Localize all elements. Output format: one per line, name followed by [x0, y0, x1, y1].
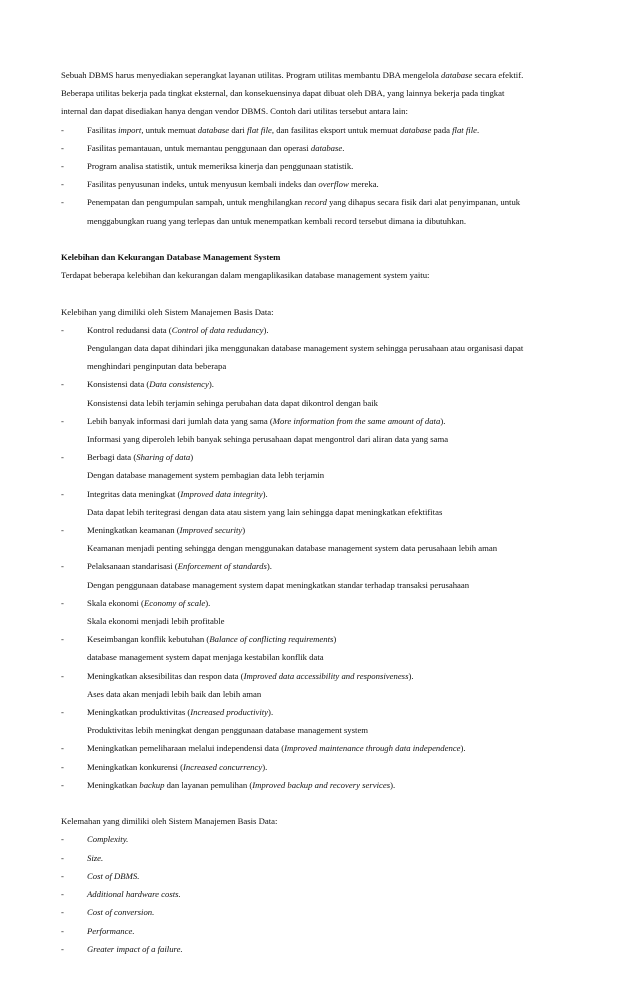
- advantage-item-6: [61, 521, 580, 539]
- advantage-desc-11: Produktivitas lebih meningkat dengan penggunaan database management system: [87, 725, 369, 736]
- italic-term: database: [310, 142, 343, 153]
- italic-term: import: [118, 124, 142, 135]
- text: Keseimbangan konflik kebutuhan (: [87, 634, 210, 645]
- spacer: [61, 284, 580, 302]
- advantage-item-7: [61, 557, 580, 575]
- advantage-desc-7: Dengan penggunaan database management system dapat meningkatkan standar terhadap transaksi perusahaan: [87, 579, 470, 590]
- spacer: [61, 230, 580, 248]
- disadvantage-item: [61, 903, 580, 921]
- italic-term: flat file: [247, 124, 272, 135]
- advantage-desc-5: Data dapat lebih teritegrasi dengan data atau sistem yang lain sehingga dapat meningkatkan efektifitas: [87, 506, 443, 517]
- text: ): [190, 452, 194, 463]
- text: Berbagi data (: [87, 452, 137, 463]
- advantage-desc-8: Skala ekonomi menjadi lebih profitable: [87, 616, 225, 627]
- bullet-dash: -: [61, 870, 64, 881]
- utility-item-4: [61, 175, 580, 193]
- bullet-dash: -: [61, 597, 64, 608]
- text: ).: [262, 488, 268, 499]
- italic-term: Improved security: [179, 525, 243, 536]
- advantage-item-9: [61, 630, 580, 648]
- italic-term: Control of data redudancy: [171, 324, 264, 335]
- advantage-item-5: [61, 485, 580, 503]
- text: Meningkatkan: [87, 779, 140, 790]
- bullet-dash: -: [61, 415, 64, 426]
- text: , dan fasilitas eksport untuk memuat: [271, 124, 400, 135]
- section-heading: Kelebihan dan Kekurangan Database Management System: [61, 252, 281, 263]
- italic-term: backup: [139, 779, 165, 790]
- advantage-desc-4: Dengan database management system pembagian data lebh terjamin: [87, 470, 325, 481]
- bullet-dash: -: [61, 834, 64, 845]
- disadvantage-item: [61, 922, 580, 940]
- text: ).: [263, 324, 269, 335]
- italic-term: Increased productivity: [190, 707, 269, 718]
- bullet-dash: -: [61, 779, 64, 790]
- spacer: [61, 794, 580, 812]
- document-page: [61, 66, 580, 958]
- disadvantage-item: [61, 867, 580, 885]
- text: Program analisa statistik, untuk memeriksa kinerja dan penggunaan statistik.: [87, 161, 354, 172]
- text: Integritas data meningkat (: [87, 488, 181, 499]
- italic-term: Data consistency: [149, 379, 209, 390]
- advantage-item-14: [61, 776, 580, 794]
- text: ).: [390, 779, 396, 790]
- disadvantage-item: [61, 885, 580, 903]
- disadvantages-title: Kelemahan yang dimiliki oleh Sistem Manajemen Basis Data:: [61, 816, 278, 827]
- text: ): [242, 525, 246, 536]
- advantage-item-3: [61, 412, 580, 430]
- bullet-dash: -: [61, 707, 64, 718]
- text: ).: [262, 761, 268, 772]
- text: .: [342, 142, 345, 153]
- italic-term: Size.: [87, 852, 104, 863]
- italic-term: Sharing of data: [136, 452, 191, 463]
- text: Pelaksanaan standarisasi (: [87, 561, 178, 572]
- bullet-dash: -: [61, 561, 64, 572]
- text: dan layanan pemulihan (: [164, 779, 253, 790]
- italic-term: More information from the same amount of data: [272, 415, 441, 426]
- italic-term: Improved data integrity: [180, 488, 263, 499]
- text: dari: [229, 124, 248, 135]
- text: .: [476, 124, 480, 135]
- advantages-title: Kelebihan yang dimiliki oleh Sistem Manajemen Basis Data:: [61, 306, 274, 317]
- text: Penempatan dan pengumpulan sampah, untuk menghilangkan: [87, 197, 305, 208]
- text: yang dihapus secara fisik dari alat penyimpanan, untuk: [326, 197, 521, 208]
- utility-item-5: [61, 193, 580, 211]
- text: ).: [460, 743, 466, 754]
- utility-item-3: [61, 157, 580, 175]
- bullet-dash: -: [61, 525, 64, 536]
- text: Fasilitas: [87, 124, 119, 135]
- advantage-item-2: [61, 375, 580, 393]
- text: Kontrol redudansi data (: [87, 324, 172, 335]
- advantage-desc-6: Keamanan menjadi penting sehingga dengan menggunakan database management system data perusahaan lebih aman: [87, 543, 498, 554]
- text: mereka.: [348, 179, 379, 190]
- bullet-dash: -: [61, 179, 64, 190]
- text: ).: [440, 415, 446, 426]
- text: Konsistensi data (: [87, 379, 150, 390]
- italic-term: Additional hardware costs.: [87, 889, 181, 900]
- text: pada: [431, 124, 453, 135]
- text: Fasilitas pemantauan, untuk memantau penggunaan dan operasi: [87, 142, 311, 153]
- advantage-item-11: [61, 703, 580, 721]
- advantage-desc-1-continued: menghindari penginputan data beberapa: [87, 361, 227, 372]
- advantage-item-4: [61, 448, 580, 466]
- bullet-dash: -: [61, 925, 64, 936]
- text: ): [333, 634, 337, 645]
- italic-term: Cost of DBMS.: [87, 870, 140, 881]
- text: ).: [408, 670, 414, 681]
- text: secara efektif.: [472, 70, 524, 80]
- advantage-desc-2: Konsistensi data lebih terjamin sehinga perubahan data dapat dikontrol dengan baik: [87, 397, 378, 408]
- bullet-dash: -: [61, 379, 64, 390]
- advantage-item-8: [61, 594, 580, 612]
- italic-term: Performance.: [87, 925, 135, 936]
- advantage-item-1: [61, 321, 580, 339]
- bullet-dash: -: [61, 907, 64, 918]
- advantage-desc-1: Pengulangan data dapat dihindari jika menggunakan database management system sehingga perusahaan atau organisasi dapat: [87, 343, 524, 354]
- text: Sebuah DBMS harus menyediakan seperangkat layanan utilitas. Program utilitas membantu DBA mengelola: [61, 70, 441, 80]
- bullet-dash: -: [61, 634, 64, 645]
- italic-term: Cost of conversion.: [87, 907, 155, 918]
- advantage-item-12: [61, 739, 580, 757]
- section-intro: Terdapat beberapa kelebihan dan kekurangan dalam mengaplikasikan database management system yaitu:: [61, 270, 430, 281]
- advantage-desc-10: Ases data akan menjadi lebih baik dan lebih aman: [87, 688, 262, 699]
- bullet-dash: -: [61, 743, 64, 754]
- bullet-dash: -: [61, 197, 64, 208]
- bullet-dash: -: [61, 670, 64, 681]
- bullet-dash: -: [61, 161, 64, 172]
- italic-term: Improved data accessibility and responsiveness: [243, 670, 409, 681]
- text: Fasilitas penyusunan indeks, untuk menyusun kembali indeks dan: [87, 179, 319, 190]
- italic-term: database: [400, 124, 432, 135]
- bullet-dash: -: [61, 324, 64, 335]
- advantage-item-13: [61, 758, 580, 776]
- advantage-desc-3: Informasi yang diperoleh lebih banyak sehinga perusahaan dapat mengontrol dari aliran data yang sama: [87, 434, 449, 445]
- text: , untuk memuat: [141, 124, 198, 135]
- text: ).: [208, 379, 214, 390]
- intro-line-1: [61, 66, 580, 84]
- text: ).: [266, 561, 272, 572]
- italic-term: database: [197, 124, 230, 135]
- bullet-dash: -: [61, 124, 64, 135]
- text: Meningkatkan konkurensi (: [87, 761, 184, 772]
- utility-item-5-continued: menggabungkan ruang yang terlepas dan untuk menempatkan kembali record tersebut dimana ia dibutuhkan.: [87, 215, 466, 226]
- disadvantage-item: [61, 940, 580, 958]
- advantage-item-10: [61, 667, 580, 685]
- italic-term: overflow: [318, 179, 349, 190]
- bullet-dash: -: [61, 452, 64, 463]
- utility-item-2: [61, 139, 580, 157]
- italic-term: Economy of scale: [143, 597, 206, 608]
- text: ).: [205, 597, 211, 608]
- text: Skala ekonomi (: [87, 597, 144, 608]
- bullet-dash: -: [61, 852, 64, 863]
- text: ).: [268, 707, 274, 718]
- text: Meningkatkan aksesibilitas dan respon data (: [87, 670, 244, 681]
- italic-term: Greater impact of a failure.: [87, 943, 183, 954]
- intro-line-3: internal dan dapat disediakan hanya dengan vendor DBMS. Contoh dari utilitas tersebut antara lain:: [61, 106, 408, 117]
- bullet-dash: -: [61, 943, 64, 954]
- text: Meningkatkan produktivitas (: [87, 707, 191, 718]
- italic-term: Enforcement of standards: [177, 561, 267, 572]
- text: Lebih banyak informasi dari jumlah data yang sama (: [87, 415, 273, 426]
- utility-item-1: [61, 121, 580, 139]
- italic-term: database: [441, 70, 473, 80]
- advantage-desc-9: database management system dapat menjaga kestabilan konflik data: [87, 652, 324, 663]
- intro-line-2: Beberapa utilitas bekerja pada tingkat eksternal, dan konsekuensinya dapat dibuat oleh DBA, yang lainnya bekerja pada tingkat: [61, 88, 505, 99]
- italic-term: record: [304, 197, 327, 208]
- italic-term: Balance of conflicting requirements: [209, 634, 334, 645]
- italic-term: Improved backup and recovery services: [252, 779, 391, 790]
- italic-term: Complexity.: [87, 834, 129, 845]
- text: Meningkatkan pemeliharaan melalui independensi data (: [87, 743, 285, 754]
- bullet-dash: -: [61, 761, 64, 772]
- disadvantage-item: [61, 849, 580, 867]
- bullet-dash: -: [61, 889, 64, 900]
- italic-term: Increased concurrency: [183, 761, 263, 772]
- italic-term: Improved maintenance through data independence: [284, 743, 461, 754]
- italic-term: flat file: [452, 124, 477, 135]
- bullet-dash: -: [61, 488, 64, 499]
- disadvantage-item: [61, 830, 580, 848]
- bullet-dash: -: [61, 142, 64, 153]
- text: Meningkatkan keamanan (: [87, 525, 180, 536]
